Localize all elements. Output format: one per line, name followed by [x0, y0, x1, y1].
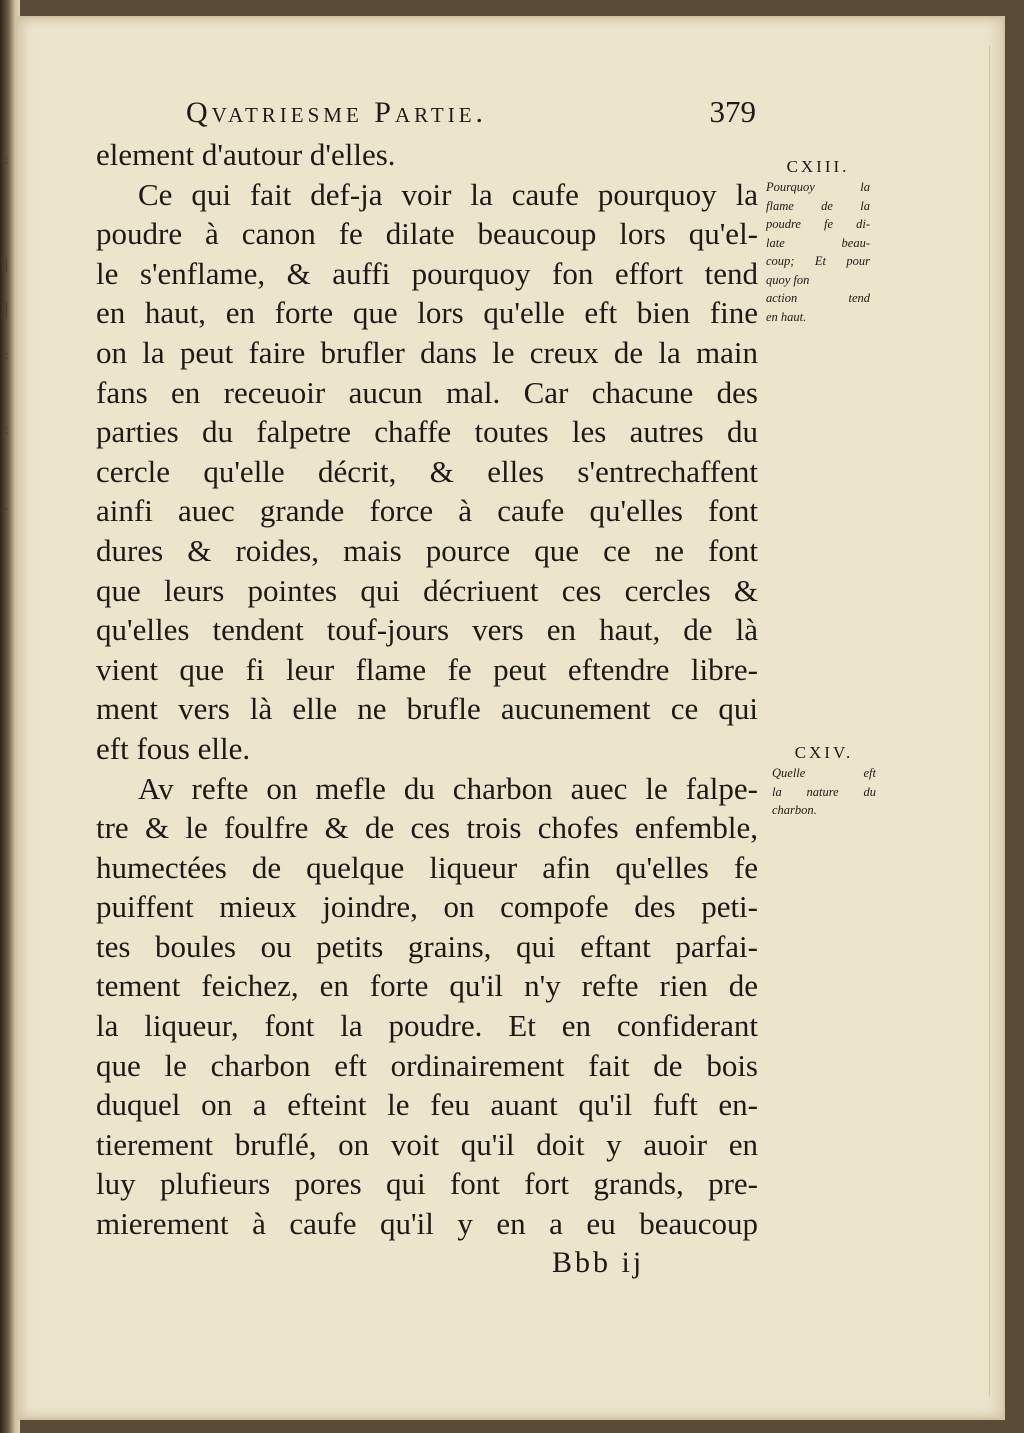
text-line: cercle qu'elle décrit, & elles s'entrechaffent	[96, 453, 758, 489]
marginal-line: Quelle eft	[772, 766, 876, 780]
text-line: element d'autour d'elles.	[96, 137, 396, 172]
text-line: que le charbon eft ordinairement fait de bois	[96, 1047, 758, 1083]
text-line: duquel on a efteint le feu auant qu'il fuft en-	[96, 1087, 758, 1123]
text-line: poudre à canon fe dilate beaucoup lors qu'el-	[96, 216, 758, 252]
edge-mark: :	[4, 150, 10, 168]
marginal-note-cxiv	[772, 742, 876, 820]
marginal-line: quoy fon	[766, 272, 810, 287]
text-line: que leurs pointes qui décriuent ces cercles &	[96, 572, 758, 608]
text-line: tement feichez, en forte qu'il n'y refte rien de	[96, 968, 758, 1004]
main-text-block	[96, 135, 758, 1244]
marginal-note-cxiii	[766, 156, 870, 326]
text-line: la liqueur, font la poudre. Et en confiderant	[96, 1008, 758, 1044]
running-header	[186, 92, 756, 134]
text-line: tre & le foulfre & de ces trois chofes enfemble,	[96, 810, 758, 846]
running-title: Qvatriesme Partie.	[186, 96, 488, 129]
edge-mark: |	[4, 300, 10, 318]
text-line: eft fous elle.	[96, 730, 251, 766]
marginal-line: la nature du	[772, 784, 876, 799]
text-line: qu'elles tendent touf-jours vers en haut, de là	[96, 612, 758, 648]
text-line: puiffent mieux joindre, on compofe des peti-	[96, 889, 758, 925]
text-line: tierement bruflé, on voit qu'il doit y auoir en	[96, 1126, 758, 1162]
signature-mark: Bbb ij	[552, 1246, 645, 1279]
text-line: ainfi auec grande force à caufe qu'elles font	[96, 493, 758, 529]
marginal-line: coup; Et pour	[766, 254, 870, 268]
edge-mark: |	[4, 255, 10, 273]
text-line: vient que fi leur flame fe peut eftendre libre-	[96, 651, 758, 687]
adjacent-page-edge	[0, 0, 20, 1433]
page-edge-line	[989, 46, 993, 1396]
marginal-line: charbon.	[772, 803, 817, 817]
text-line: mierement à caufe qu'il y en a eu beaucoup	[96, 1206, 758, 1242]
text-line: on la peut faire brufler dans le creux de la main	[96, 334, 758, 370]
page-number: 379	[709, 94, 756, 129]
marginal-line: poudre fe di-	[766, 217, 870, 231]
edge-mark: :	[4, 345, 10, 363]
marginal-line: en haut.	[766, 309, 807, 324]
text-line: Av refte on mefle du charbon auec le falpe-	[138, 770, 758, 806]
text-line: en haut, en forte que lors qu'elle eft bien fine	[96, 295, 758, 331]
text-line: le s'enflame, & auffi pourquoy fon effort tend	[96, 255, 758, 291]
marginal-line: Pourquoy la	[766, 180, 870, 194]
marginal-line: flame de la	[766, 198, 870, 213]
text-line: parties du falpetre chaffe toutes les autres du	[96, 414, 758, 450]
text-line: tes boules ou petits grains, qui eftant parfai-	[96, 928, 758, 964]
text-line: luy plufieurs pores qui font fort grands, pre-	[96, 1166, 758, 1202]
text-line: fans en receuoir aucun mal. Car chacune des	[96, 374, 758, 410]
text-line: humectées de quelque liqueur afin qu'elles fe	[96, 849, 758, 885]
text-line: ment vers là elle ne brufle aucunement ce qui	[96, 691, 758, 727]
marginal-number: CXIII.	[786, 157, 850, 176]
marginal-line: late beau-	[766, 235, 870, 250]
edge-mark: :	[4, 420, 10, 438]
marginal-line: action tend	[766, 291, 870, 305]
marginal-number: CXIV.	[794, 743, 854, 762]
edge-mark: ·	[4, 500, 9, 518]
text-line: dures & roides, mais pource que ce ne font	[96, 532, 758, 568]
text-line: Ce qui fait def-ja voir la caufe pourquoy la	[138, 176, 758, 212]
